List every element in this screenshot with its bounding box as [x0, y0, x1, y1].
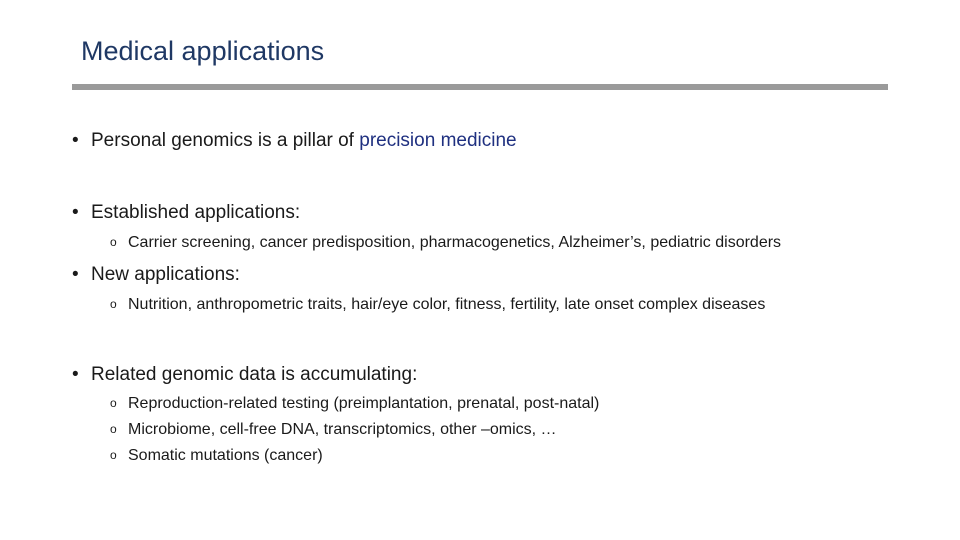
- title-divider: [72, 84, 888, 90]
- sub-item-established-1: [110, 234, 781, 252]
- bullet-text: Personal genomics is a pillar of: [91, 130, 360, 151]
- bullet-precision-medicine: [72, 130, 517, 152]
- sub-bullet-circle-icon: o: [110, 297, 117, 311]
- sub-item-related-1: [110, 395, 599, 413]
- bullet-dot-icon: •: [72, 364, 79, 385]
- bullet-text: Established applications:: [91, 202, 301, 223]
- sub-item-text: Reproduction-related testing (preimplantation, prenatal, post-natal): [128, 395, 600, 412]
- sub-item-related-2: [110, 421, 557, 439]
- sub-bullet-circle-icon: o: [110, 396, 117, 410]
- bullet-established-applications: [72, 202, 300, 224]
- sub-item-related-3: [110, 447, 323, 465]
- bullet-dot-icon: •: [72, 202, 79, 223]
- bullet-text: Related genomic data is accumulating:: [91, 364, 418, 385]
- bullet-text: New applications:: [91, 264, 240, 285]
- sub-item-text: Somatic mutations (cancer): [128, 447, 323, 464]
- sub-bullet-circle-icon: o: [110, 235, 117, 249]
- bullet-dot-icon: •: [72, 130, 79, 151]
- highlight-precision-medicine: precision medicine: [359, 130, 517, 151]
- bullet-related-genomic-data: [72, 364, 417, 386]
- sub-item-new-1: [110, 296, 765, 314]
- sub-item-text: Microbiome, cell-free DNA, transcriptomics, other –omics, …: [128, 421, 557, 438]
- sub-item-text: Nutrition, anthropometric traits, hair/eye color, fitness, fertility, late onset complex diseases: [128, 296, 766, 313]
- bullet-new-applications: [72, 264, 240, 286]
- sub-bullet-circle-icon: o: [110, 448, 117, 462]
- sub-bullet-circle-icon: o: [110, 422, 117, 436]
- bullet-dot-icon: •: [72, 264, 79, 285]
- sub-item-text: Carrier screening, cancer predisposition, pharmacogenetics, Alzheimer’s, pediatric disorders: [128, 234, 782, 251]
- slide-title: Medical applications: [81, 36, 325, 66]
